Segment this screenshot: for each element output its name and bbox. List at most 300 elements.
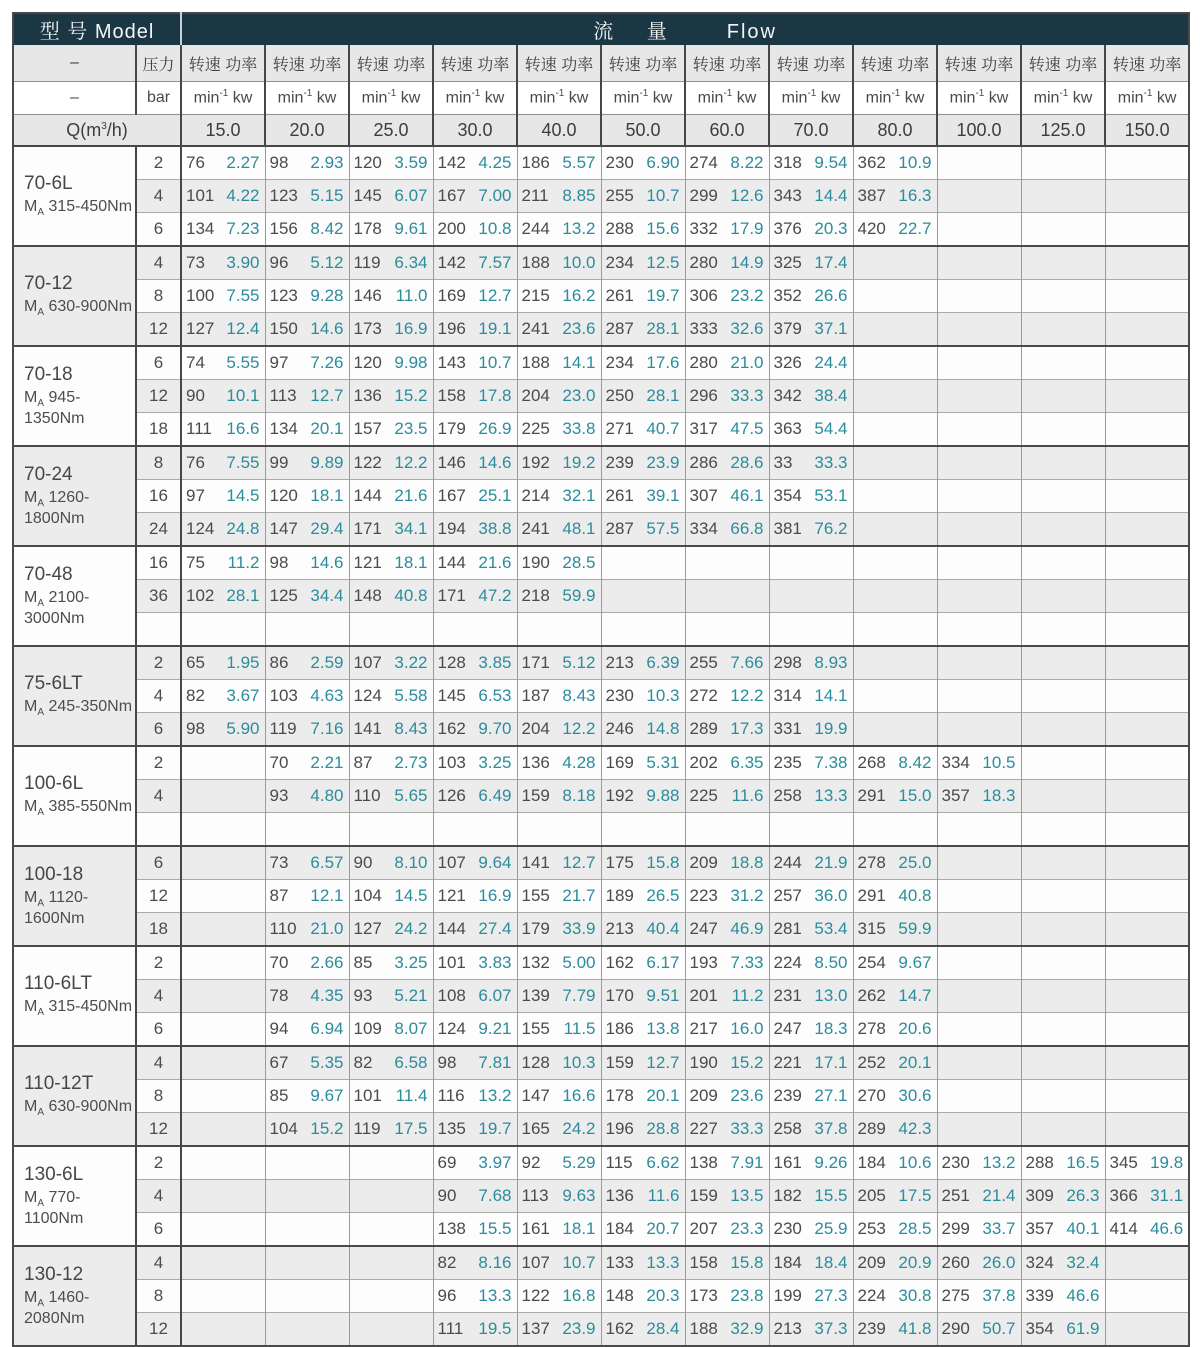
power-value: 14.5 [394,886,428,905]
power-value: 47.2 [478,586,512,605]
speed-value: 94 [269,1019,289,1038]
speed-value: 354 [1025,1319,1054,1338]
empty-cell [937,346,1021,380]
pressure-cell: 2 [136,146,181,180]
speed-value: 261 [605,286,634,305]
power-value: 16.6 [562,1086,596,1105]
data-cell [433,346,517,380]
speed-value: 159 [605,1053,634,1072]
data-cell [433,980,517,1013]
power-value: 2.66 [310,953,344,972]
speed-value: 122 [353,453,382,472]
empty-cell [853,313,937,347]
power-value: 34.1 [394,519,428,538]
data-cell [265,1080,349,1113]
speed-value: 230 [605,153,634,172]
speed-value: 111 [437,1319,464,1338]
power-value: 6.07 [394,186,428,205]
speed-value: 96 [269,253,289,272]
speed-value: 98 [269,153,289,172]
power-value: 40.8 [898,886,932,905]
speed-value: 171 [353,519,382,538]
power-value: 2.59 [310,653,344,672]
empty-cell [181,613,265,647]
speed-value: 138 [689,1153,718,1172]
speed-value: 141 [521,853,550,872]
speed-value: 135 [437,1119,466,1138]
empty-cell [265,613,349,647]
empty-cell [1021,980,1105,1013]
speed-value: 109 [353,1019,382,1038]
data-cell [769,946,853,980]
speed-value: 107 [353,653,382,672]
data-cell [265,913,349,947]
speed-value: 354 [773,486,802,505]
power-value: 24.2 [394,919,428,938]
empty-cell [853,646,937,680]
data-row [13,913,1189,947]
speed-value: 121 [353,553,382,572]
empty-cell [937,880,1021,913]
speed-value: 227 [689,1119,718,1138]
speed-value: 260 [941,1253,970,1272]
data-cell [769,913,853,947]
empty-cell [937,546,1021,580]
data-cell [181,213,265,247]
speed-value: 333 [689,319,718,338]
speed-value: 82 [437,1253,457,1272]
pressure-cell: 4 [136,680,181,713]
data-row [13,313,1189,347]
empty-cell [1105,380,1189,413]
data-cell [937,780,1021,813]
data-cell [349,346,433,380]
data-cell [349,313,433,347]
empty-cell [853,346,937,380]
data-cell [265,280,349,313]
data-cell [685,1180,769,1213]
speed-value: 132 [521,953,550,972]
data-row [13,813,1189,847]
power-value: 5.15 [310,186,344,205]
data-cell [685,1146,769,1180]
speed-value: 99 [269,453,289,472]
speed-value: 82 [353,1053,373,1072]
data-cell [349,713,433,747]
power-value: 13.3 [646,1253,680,1272]
pressure-cell: 12 [136,1313,181,1347]
data-cell [601,746,685,780]
power-value: 6.49 [478,786,512,805]
power-value: 26.5 [646,886,680,905]
data-cell [349,946,433,980]
empty-cell [181,1280,265,1313]
power-value: 28.1 [646,386,680,405]
data-cell [433,1180,517,1213]
model-name: 110-6LT [24,973,92,995]
data-cell [349,1013,433,1047]
data-cell [769,713,853,747]
speed-value: 186 [521,153,550,172]
model-torque: $M_A$ 245-350Nm [24,698,133,719]
power-value: 27.3 [814,1286,848,1305]
data-cell [853,1146,937,1180]
empty-cell [349,813,433,847]
pressure-cell: 12 [136,880,181,913]
power-value: 25.9 [814,1219,848,1238]
empty-cell [1105,980,1189,1013]
speed-value: 192 [521,453,550,472]
speed-value: 134 [186,219,215,238]
empty-cell [265,1246,349,1280]
power-value: 11.4 [395,1086,428,1105]
speed-value: 184 [605,1219,634,1238]
data-row [13,1046,1189,1080]
speed-value: 215 [521,286,550,305]
data-cell [685,713,769,747]
power-value: 3.22 [394,653,428,672]
speed-value: 124 [353,686,382,705]
data-cell [181,380,265,413]
power-value: 12.5 [646,253,680,272]
speed-value: 231 [773,986,802,1005]
empty-cell [937,446,1021,480]
power-value: 27.4 [478,919,512,938]
pressure-cell: 16 [136,546,181,580]
power-value: 16.2 [562,286,596,305]
pressure-cell: 2 [136,746,181,780]
speed-value: 156 [269,219,298,238]
data-row [13,1080,1189,1113]
empty-cell [1105,713,1189,747]
empty-cell [853,380,937,413]
data-cell [769,1180,853,1213]
speed-value: 291 [857,886,886,905]
speed-power-label: 转速 功率 [1021,45,1105,82]
speed-value: 120 [353,353,382,372]
empty-cell [601,813,685,847]
data-cell [181,413,265,447]
power-value: 15.8 [646,853,680,872]
speed-value: 90 [353,853,373,872]
data-cell [265,946,349,980]
power-value: 23.3 [730,1219,764,1238]
data-cell [685,213,769,247]
speed-value: 147 [269,519,298,538]
speed-power-label: 转速 功率 [937,45,1021,82]
power-value: 8.93 [814,653,848,672]
speed-value: 179 [437,419,466,438]
power-value: 18.4 [814,1253,848,1272]
data-cell [769,480,853,513]
data-cell [769,446,853,480]
speed-value: 254 [857,953,886,972]
speed-value: 287 [605,519,634,538]
flow-value: 125.0 [1021,115,1105,147]
power-value: 3.97 [478,1153,512,1172]
units-label: $\min^{-1}$ kw [517,82,601,115]
model-name: 100-18 [24,864,84,886]
power-value: 16.3 [898,186,932,205]
data-cell [601,446,685,480]
speed-value: 90 [186,386,205,405]
pressure-cell: 8 [136,1280,181,1313]
pressure-cell: 6 [136,1213,181,1247]
empty-cell [1021,280,1105,313]
power-value: 46.1 [730,486,764,505]
data-row [13,880,1189,913]
empty-cell [265,1146,349,1180]
power-value: 4.35 [310,986,344,1005]
power-value: 42.3 [898,1119,932,1138]
power-value: 7.79 [562,986,596,1005]
speed-value: 148 [353,586,382,605]
speed-value: 289 [857,1119,886,1138]
empty-cell [181,880,265,913]
power-value: 5.58 [394,686,428,705]
pressure-label: 压力 [136,45,181,82]
data-cell [433,646,517,680]
speed-value: 189 [605,886,634,905]
data-cell [601,680,685,713]
data-cell [601,913,685,947]
power-value: 5.65 [394,786,428,805]
power-value: 37.8 [982,1286,1016,1305]
data-cell [685,1280,769,1313]
empty-cell [853,480,937,513]
power-value: 6.90 [646,153,680,172]
power-value: 12.7 [310,386,344,405]
speed-value: 158 [689,1253,718,1272]
empty-cell [1105,246,1189,280]
data-cell [601,846,685,880]
empty-cell [349,1213,433,1247]
model-torque: $M_A$ 385-550Nm [24,798,133,819]
model-name: 75-6LT [24,673,83,695]
power-value: 12.7 [646,1053,680,1072]
power-value: 26.0 [982,1253,1016,1272]
speed-value: 98 [269,553,289,572]
pressure-cell: 2 [136,1146,181,1180]
data-cell [769,780,853,813]
empty-cell [1105,146,1189,180]
empty-cell [601,580,685,613]
empty-cell [853,813,937,847]
empty-cell [937,313,1021,347]
empty-cell [1105,280,1189,313]
empty-cell [937,380,1021,413]
speed-value: 334 [941,753,970,772]
pressure-cell: 4 [136,1180,181,1213]
speed-value: 281 [773,919,802,938]
pressure-cell: 4 [136,1046,181,1080]
power-value: 18.8 [730,853,764,872]
data-cell [601,880,685,913]
data-cell [601,1080,685,1113]
speed-value: 69 [437,1153,457,1172]
data-cell [601,1113,685,1147]
speed-value: 278 [857,853,886,872]
model-cell [13,746,136,846]
power-value: 50.7 [982,1319,1016,1338]
power-value: 53.1 [814,486,848,505]
data-cell [685,313,769,347]
power-value: 8.42 [310,219,344,238]
speed-power-label: 转速 功率 [769,45,853,82]
power-value: 28.4 [646,1319,680,1338]
power-value: 9.98 [394,353,428,372]
power-value: 19.8 [1150,1153,1184,1172]
data-cell [769,1213,853,1247]
power-value: 20.1 [898,1053,932,1072]
power-value: 20.6 [898,1019,932,1038]
speed-value: 332 [689,219,718,238]
power-value: 29.4 [310,519,344,538]
data-cell [433,1080,517,1113]
power-value: 34.4 [310,586,344,605]
data-row [13,680,1189,713]
speed-value: 207 [689,1219,718,1238]
empty-cell [1021,680,1105,713]
data-cell [685,346,769,380]
power-value: 23.6 [562,319,596,338]
data-cell [601,1246,685,1280]
data-cell [265,313,349,347]
speed-value: 146 [353,286,382,305]
data-cell [685,1246,769,1280]
data-cell [433,413,517,447]
data-cell [517,646,601,680]
data-cell [685,1213,769,1247]
speed-value: 363 [773,419,802,438]
table-header [13,13,1189,146]
speed-value: 291 [857,786,886,805]
power-value: 15.6 [646,219,680,238]
speed-value: 209 [689,853,718,872]
model-torque: $M_A$ 2100-3000Nm [24,589,90,627]
power-value: 21.0 [730,353,764,372]
empty-cell [937,146,1021,180]
speed-power-label: 转速 功率 [1105,45,1189,82]
power-value: 26.9 [478,419,512,438]
empty-cell [685,813,769,847]
power-value: 14.4 [814,186,848,205]
data-cell [433,580,517,613]
power-value: 5.12 [562,653,596,672]
model-cell [13,546,136,646]
speed-value: 251 [941,1186,970,1205]
speed-value: 188 [521,253,550,272]
flow-title [181,13,1189,45]
speed-value: 70 [269,953,289,972]
power-value: 27.1 [814,1086,848,1105]
data-cell [1021,1146,1105,1180]
model-cell [13,846,136,946]
speed-value: 141 [353,719,382,738]
power-value: 6.57 [310,853,344,872]
model-torque: $M_A$ 945-1350Nm [24,389,85,427]
power-value: 15.5 [814,1186,848,1205]
speed-value: 78 [269,986,289,1005]
model-title: 型 号 Model [13,13,181,45]
power-value: 5.21 [394,986,428,1005]
power-value: 14.1 [562,353,596,372]
data-cell [853,1046,937,1080]
data-cell [769,1046,853,1080]
speed-value: 414 [1109,1219,1138,1238]
spec-table [12,12,1190,1347]
data-cell [349,913,433,947]
empty-cell [265,1213,349,1247]
empty-cell [937,1113,1021,1147]
data-cell [601,1013,685,1047]
speed-value: 192 [605,786,634,805]
power-value: 38.8 [478,519,512,538]
data-row [13,1246,1189,1280]
data-cell [433,280,517,313]
data-cell [853,846,937,880]
power-value: 20.1 [646,1086,680,1105]
power-value: 23.9 [646,453,680,472]
data-row [13,580,1189,613]
empty-cell [1105,780,1189,813]
empty-cell [853,613,937,647]
empty-cell [265,1180,349,1213]
empty-cell [1021,1113,1105,1147]
power-value: 39.1 [646,486,680,505]
speed-value: 85 [353,953,373,972]
speed-value: 98 [186,719,205,738]
speed-value: 247 [689,919,718,938]
power-value: 16.8 [562,1286,596,1305]
power-value: 11.6 [731,786,764,805]
speed-value: 326 [773,353,802,372]
speed-value: 223 [689,886,718,905]
power-value: 32.6 [730,319,764,338]
data-cell [265,846,349,880]
empty-cell [1105,846,1189,880]
speed-value: 261 [605,486,634,505]
power-value: 4.28 [562,753,596,772]
empty-cell [1105,1080,1189,1113]
power-value: 21.7 [562,886,596,905]
data-row [13,180,1189,213]
speed-value: 288 [605,219,634,238]
data-cell [181,146,265,180]
empty-cell [181,780,265,813]
empty-cell [1021,546,1105,580]
power-value: 20.3 [646,1286,680,1305]
speed-value: 133 [605,1253,634,1272]
flow-value: 50.0 [601,115,685,147]
data-cell [517,1213,601,1247]
flow-value: 40.0 [517,115,601,147]
speed-value: 76 [186,453,205,472]
speed-value: 230 [941,1153,970,1172]
model-name: 110-12T [24,1073,94,1095]
power-value: 8.07 [394,1019,428,1038]
speed-value: 98 [437,1053,457,1072]
power-value: 11.2 [227,553,260,572]
speed-value: 366 [1109,1186,1138,1205]
speed-value: 171 [521,653,550,672]
speed-value: 196 [437,319,466,338]
speed-value: 179 [521,919,550,938]
speed-power-label: 转速 功率 [265,45,349,82]
speed-value: 190 [521,553,550,572]
speed-value: 159 [689,1186,718,1205]
speed-value: 343 [773,186,802,205]
